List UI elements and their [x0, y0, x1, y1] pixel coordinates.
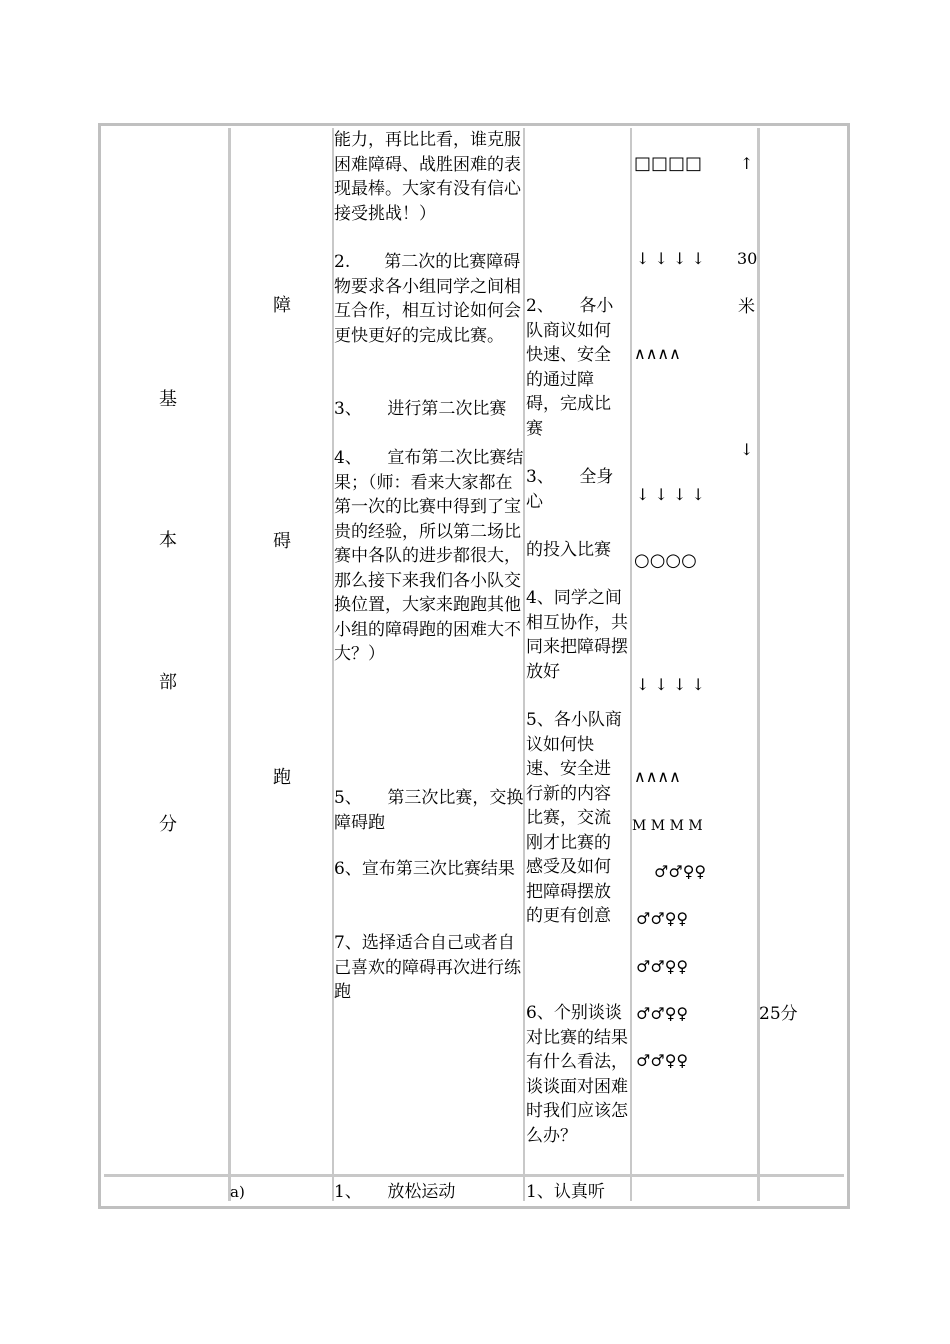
squares-row: □□□□: [634, 153, 703, 174]
student-step: 2、 各小队商议如何快速、安全的通过障碍，完成比赛: [526, 296, 614, 439]
hurdles-row: ∧∧∧∧: [634, 767, 681, 786]
m-row: M M M M: [632, 818, 703, 834]
arrow-down-icon: ↓: [740, 440, 754, 459]
gender-row: ♂♂♀♀: [636, 1004, 689, 1023]
next-row-label: a): [230, 1183, 245, 1201]
arrows-down-row: ↓ ↓ ↓ ↓: [636, 485, 705, 504]
column-divider: [757, 128, 760, 1201]
teacher-step: 2. 第二次的比赛障碍物要求各小组同学之间相互合作，相互讨论如何会更快更好的完成比赛。: [334, 252, 521, 346]
teacher-step: 3、 进行第二次比赛: [334, 399, 507, 419]
gender-row: ♂♂♀♀: [636, 909, 689, 928]
student-step: 6、个别谈谈对比赛的结果有什么看法，谈谈面对困难时我们应该怎么办？: [526, 1003, 628, 1146]
section-label-char: 部: [159, 672, 177, 693]
arrows-down-row: ↓ ↓ ↓ ↓: [636, 675, 705, 694]
circles-row: ○○○○: [634, 550, 697, 571]
activity-title-char: 跑: [273, 767, 291, 788]
student-step: 的投入比赛: [526, 540, 611, 560]
column-divider: [630, 128, 632, 1201]
teacher-step: 5、 第三次比赛，交换障碍跑: [334, 788, 524, 833]
section-label-char: 分: [159, 814, 177, 835]
row-divider: [104, 1174, 844, 1177]
next-row-teacher: 1、 放松运动: [334, 1182, 456, 1202]
activity-title-char: 障: [273, 295, 291, 316]
column-divider: [228, 128, 231, 1201]
gender-row: ♂♂♀♀: [636, 1051, 689, 1070]
section-label-char: 基: [159, 389, 177, 410]
teacher-step: 能力，再比比看，谁克服困难障碍、战胜困难的表现最棒。大家有没有信心接受挑战！）: [334, 130, 521, 224]
teacher-step: 4、 宣布第二次比赛结果；（师：看来大家都在第一次的比赛中得到了宝贵的经验，所以第二场比赛中各队的进步都很大，那么接下来我们各小队交换位置，大家来跑跑其他小组的障碍跑的困难大不大？）: [334, 448, 524, 664]
gender-row: ♂♂♀♀: [636, 957, 689, 976]
teacher-step: 6、宣布第三次比赛结果: [334, 859, 515, 879]
teacher-step: 7、选择适合自己或者自己喜欢的障碍再次进行练跑: [334, 933, 521, 1002]
section-label-char: 本: [159, 530, 177, 551]
next-row-student: 1、认真听: [526, 1182, 605, 1202]
distance-unit: 米: [738, 297, 755, 317]
student-step: 5、各小队商议如何快速、安全进行新的内容比赛，交流刚才比赛的感受及如何把障碍摆放的更有创意: [526, 710, 622, 926]
arrow-up-icon: ↑: [740, 154, 754, 173]
hurdles-row: ∧∧∧∧: [634, 344, 681, 363]
distance-number: 30: [737, 249, 758, 268]
time-value: 25分: [759, 1004, 798, 1024]
student-step: 4、同学之间相互协作，共同来把障碍摆放好: [526, 588, 628, 682]
gender-row: ♂♂♀♀: [654, 862, 707, 881]
student-step: 3、 全身心: [526, 467, 614, 512]
arrows-down-row: ↓ ↓ ↓ ↓: [636, 249, 705, 268]
activity-title-char: 碍: [273, 531, 291, 552]
